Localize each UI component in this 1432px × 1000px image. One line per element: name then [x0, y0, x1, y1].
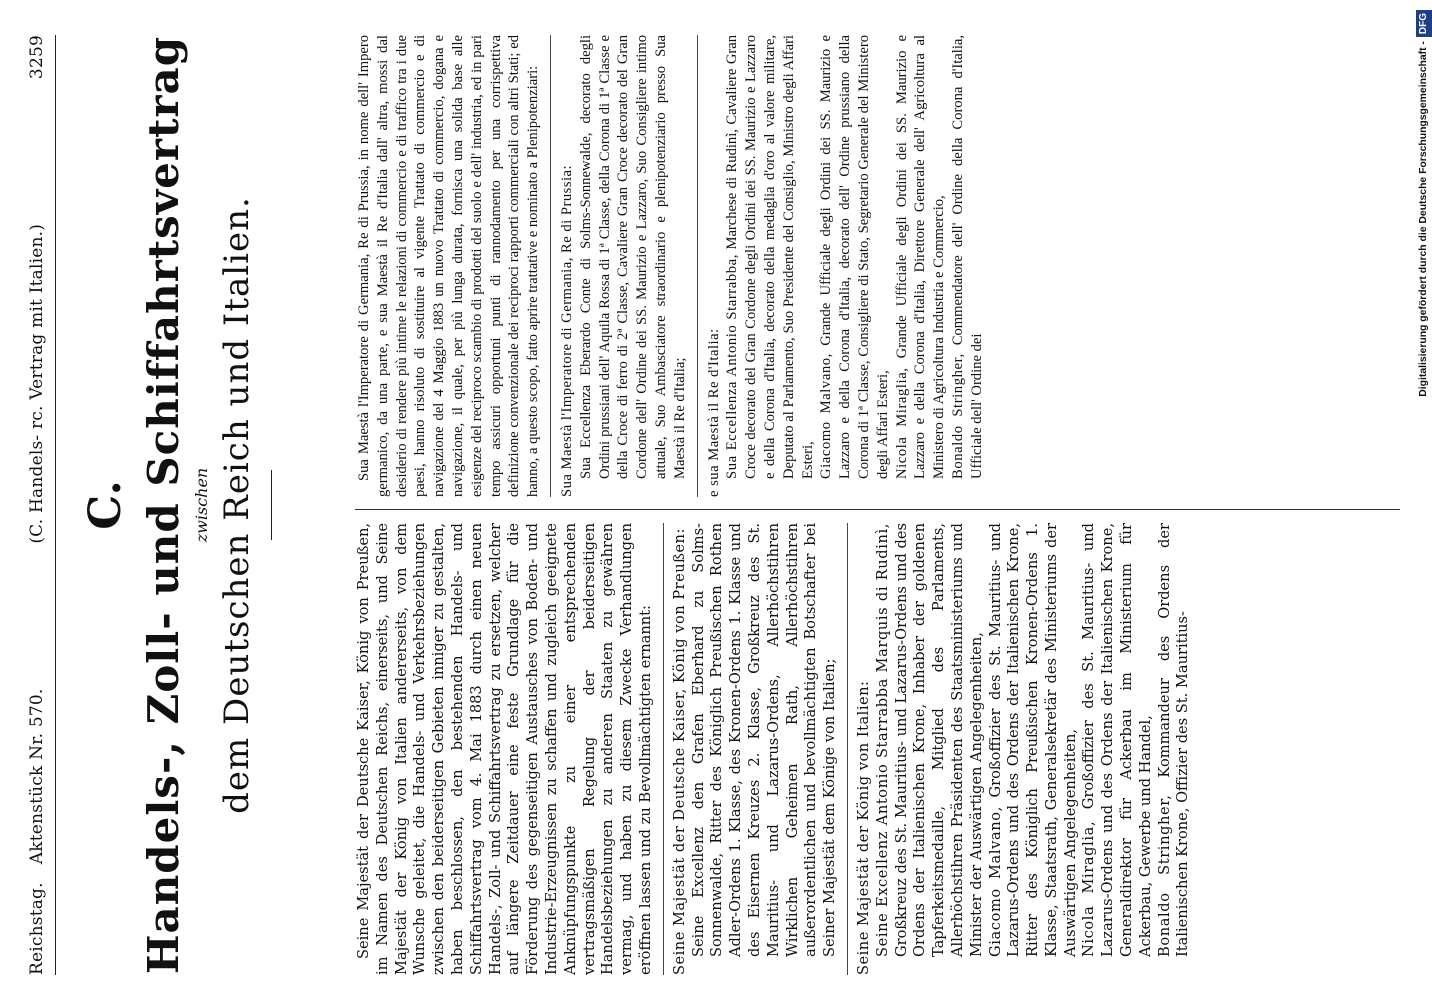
plenipotentiary-titles: Kommandeur des Ordens der Italienischen Krone, Offizier des St. Mauritius- — [1155, 523, 1192, 957]
german-party1-intro: Seine Majestät der Deutsche Kaiser, König von Preußen: — [670, 528, 688, 975]
italian-column — [355, 35, 1400, 497]
header-left — [27, 689, 47, 976]
title-rule — [271, 470, 272, 540]
title-block — [81, 35, 272, 975]
section-letter: C. — [80, 480, 131, 530]
german-plenipotentiary-entry — [987, 523, 1081, 957]
italian-plenipotentiary-entry — [817, 35, 892, 479]
digitization-credit-text — [1416, 10, 1432, 990]
digitization-credit — [1416, 10, 1432, 990]
german-column — [355, 523, 1400, 975]
german-plenipotentiary-entry — [1080, 523, 1155, 957]
italian-plenipotentiary-entry — [893, 35, 949, 479]
german-plenipotentiary-entry — [1156, 523, 1194, 957]
plenipotentiary-name: Nicola Miraglia, — [893, 367, 910, 479]
plenipotentiary-name: Bonaldo Stringher, — [1155, 794, 1173, 957]
plenipotentiary-name: Seine Excellenz Antonio Starrabba Marquis di Rudinì, — [873, 523, 891, 957]
italian-party2-intro: e sua Maestà il Re d'Italia: — [705, 328, 722, 497]
separator — [550, 35, 551, 497]
italian-party1-intro: Sua Maestà l'Imperatore di Germania, Re di Prussia: — [558, 164, 575, 497]
header-title: (C. Handels- rc. Vertrag mit Italien.) — [27, 223, 47, 544]
german-party1-entry: Seine Excellenz den Grafen Eberhard zu Solms-Sonnenwalde, Ritter des Königlich Preußischen Rothen Adler-Ordens 1. Klasse, des Kronen-Ordens 1. Klasse und des Eisernen Kreuzes 2. Klasse, Großkreuz des St. Mauritius- und Lazarus-Ordens, Allerhöchstihren Wirklichen Geheimen Rath, Allerhöchstihren außerordentlichen und bevollmächtigten Botschafter bei Seiner Majestät dem Könige von Italien; — [689, 523, 839, 957]
plenipotentiary-titles: Grande Ufficiale degli Ordini dei SS. Maurizio e Lazzaro e della Corona d'Italia, Direttore Generale dell' Agricoltura al Ministero di Agricoltura Industria e Commercio, — [893, 35, 948, 479]
running-header — [25, 35, 49, 975]
german-party2-intro: Seine Majestät der König von Italien: — [854, 680, 872, 975]
german-preamble: Seine Majestät der Deutsche Kaiser, König von Preußen, im Namen des Deutschen Reichs, einerseits, und Seine Majestät der König von Italien andererseits, von dem Wunsche geleitet, die Handels- und Verkehrsbeziehungen zwischen den beiderseitigen Gebieten inniger zu gestalten, haben beschlossen, den bestehenden Handels- und Schiffahrtsvertrag vom 4. Mai 1883 durch einen neuen Handels-, Zoll- und Schiffahrtsvertrag zu ersetzen, welcher auf längere Zeitdauer eine feste Grundlage für die Förderung des gegenseitigen Austausches von Boden- und Industrie-Erzeugnissen zu schaffen und zugleich geeignete Anknüpfungspunkte zu einer entsprechenden vertragsmäßigen Regelung der beiderseitigen Handelsbeziehungen zu anderen Staaten zu gewähren vermag, und haben zu diesem Zwecke Verhandlungen eröffnen lassen und zu Bevollmächtigten ernannt: — [355, 523, 654, 975]
plenipotentiary-name: Giacomo Malvano, — [818, 353, 835, 479]
italian-party1-entry: Sua Eccellenza Eberardo Conte di Solms-Sonnewalde, decorato degli Ordini prussiani dell' Aquila Rossa di 1ª Classe, della Corona di 1ª Classe e della Croce di ferro di 2ª Classe, Cavaliere Gran Croce decorato del Gran Cordone dell' Ordine dei SS. Maurizio e Lazzaro, Suo Consigliere intimo attuale, Suo Ambasciatore straordinario e plenipotenziario presso Sua Maestà il Re d'Italia; — [577, 35, 688, 479]
header-reichstag: Reichstag. — [27, 882, 47, 975]
credit-text: Digitalisierung gefördert durch die Deutsche Forschungsgemeinschaft - — [1418, 41, 1429, 397]
document-subtitle: dem Deutschen Reich und Italien. — [217, 196, 257, 814]
plenipotentiary-titles: Marchese di Rudinì, Cavaliere Gran Croce decorato del Gran Cordone degli Ordini dei SS. Maurizio e Lazzaro e della Corona d'Italia, decorato della medaglia d'oro al valore militare, Deputato al Parlamento, Suo Presidente del Consiglio, Ministro degli Affari Esteri, — [724, 35, 816, 479]
page-number: 3259 — [27, 35, 47, 80]
plenipotentiary-titles: Grande Ufficiale degli Ordini dei SS. Maurizio e Lazzaro e della Corona d'Italia, decorato dell' Ordine prussiano della Corona di 1ª Classe, Consigliere di Stato, Segretario Generale del Ministero degli Affari Esteri, — [818, 35, 891, 479]
plenipotentiary-name: Sua Eccellenza Antonio Starrabba, — [724, 254, 741, 479]
header-aktenstueck: Aktenstück Nr. 570. — [27, 688, 47, 865]
plenipotentiary-titles: Großoffizier des St. Mauritius- und Lazarus-Ordens und des Ordens der Italienischen Krone, Generaldirektor für Ackerbau im Ministerium für Ackerbau, Gewerbe und Handel, — [1080, 523, 1154, 957]
document-title: Handels-, Zoll- und Schiffahrtsvertrag — [139, 35, 188, 975]
header-rule — [55, 35, 56, 975]
plenipotentiary-name: Bonaldo Stringher, — [949, 353, 966, 479]
italian-plenipotentiary-entry — [723, 35, 817, 479]
plenipotentiary-name: Giacomo Malvano, — [986, 806, 1004, 957]
plenipotentiary-titles: Großkreuz des St. Mauritius- und Lazarus-Ordens und des Ordens der Italienischen Krone, Inhaber der goldenen Tapferkeitsmedaille, Mitglied des Parlaments, Allerhöchstihren Präsidenten des Staatsministeriums und Minister der Auswärtigen Angelegenheiten, — [892, 523, 985, 957]
plenipotentiary-titles: Commendatore dell' Ordine della Corona d'Italia, Ufficiale dell' Ordine dei — [949, 35, 985, 479]
separator — [847, 523, 848, 975]
column-divider — [355, 509, 1400, 510]
separator — [697, 35, 698, 497]
plenipotentiary-name: Nicola Miraglia, — [1080, 820, 1098, 957]
dfg-logo: DFG — [1416, 10, 1432, 37]
italian-preamble: Sua Maestà l'Imperatore di Germania, Re di Prussia, in nome dell' Impero germanico, da una parte, e sua Maestà il Re d'Italia dall' altra, mossi dal desiderio di rendere più intime le relazioni di commercio e di traffico tra i due paesi, hanno risoluto di sostituire al vigente Trattato di commercio e di navigazione del 4 Maggio 1883 un nuovo Trattato di commercio, dogana e navigazione, il quale, per più lunga durata, fornisca una solida base alle esigenze del reciproco scambio di prodotti del suolo e dell' industria, ed in pari tempo assicuri opportuni punti di rannodamento per una corrispettiva definizione convenzionale dei reciproci rapporti commerciali con altri Stati; ed hanno, a questo scopo, fatto aprire trattative e nominato a Plenipotenziari: — [356, 35, 542, 497]
italian-plenipotentiary-entry — [949, 35, 987, 479]
title-between: zwischen — [192, 467, 211, 543]
plenipotentiary-titles: Großoffizier des St. Mauritius- und Lazarus-Ordens und des Ordens der Italienischen Krone, Ritter des Königlich Preußischen Kronen-Ordens 1. Klasse, Staatsrath, Generalsekretär des Ministeriums der Auswärtigen Angelegenheiten, — [986, 523, 1079, 957]
two-column-body — [355, 35, 1400, 975]
separator — [663, 523, 664, 975]
german-plenipotentiary-entry — [874, 523, 987, 957]
rotated-sheet — [25, 25, 1405, 975]
